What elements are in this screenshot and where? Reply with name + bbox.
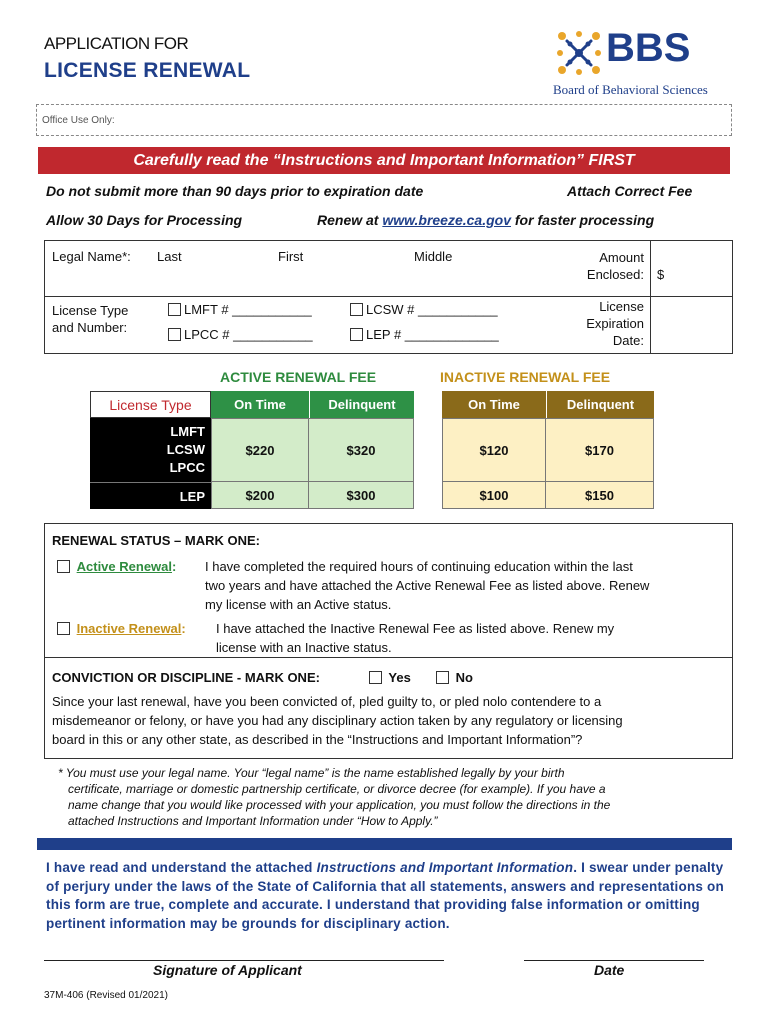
last-name-label: Last bbox=[157, 249, 182, 264]
instruction-attach-fee: Attach Correct Fee bbox=[567, 183, 693, 199]
first-name-label: First bbox=[278, 249, 304, 264]
inactive-renewal-option[interactable]: Inactive Renewal: bbox=[57, 619, 186, 638]
bbs-logo-subtitle: Board of Behavioral Sciences bbox=[553, 82, 708, 97]
legal-name-footnote bbox=[58, 765, 698, 829]
footnote-line: attached Instructions and Important Information under “How to Apply.” bbox=[68, 814, 438, 828]
bbs-logo-mark-icon bbox=[555, 29, 603, 77]
lpcc-option[interactable] bbox=[168, 327, 313, 342]
renew-prefix: Renew at bbox=[317, 212, 383, 228]
section-divider-bar bbox=[37, 838, 732, 850]
fee-type-lmft: LMFT bbox=[170, 424, 205, 439]
inactive-fee-title: INACTIVE RENEWAL FEE bbox=[440, 369, 611, 385]
form-title-line1: APPLICATION FOR bbox=[44, 34, 189, 53]
fee-type-lpcc: LPCC bbox=[169, 460, 205, 475]
fee-inactive-on-time: $120 bbox=[442, 418, 546, 482]
fee-active-on-time: $220 bbox=[211, 418, 309, 482]
declaration-part-3: . I swear under penalty of perjury under the laws of the State of California that all statements, answers and representations on this form are true, complete and accurate. I understand that providing false information or omitting pertinent information may be grounds for disciplinary action. bbox=[46, 860, 724, 931]
active-renewal-label: Active Renewal bbox=[76, 559, 172, 574]
legal-name-label: Legal Name*: bbox=[52, 249, 131, 264]
fee-type-lep: LEP bbox=[90, 482, 211, 509]
office-use-label: Office Use Only: bbox=[42, 115, 115, 126]
conviction-no-option[interactable] bbox=[436, 670, 473, 685]
conviction-title: CONVICTION OR DISCIPLINE - MARK ONE: bbox=[52, 670, 320, 685]
table-divider bbox=[650, 240, 651, 354]
fee-header-active-delinquent: Delinquent bbox=[309, 391, 414, 418]
fee-active-delinquent: $320 bbox=[309, 418, 414, 482]
active-renewal-option[interactable]: Active Renewal: bbox=[57, 557, 176, 576]
signature-field[interactable] bbox=[44, 944, 444, 960]
lmft-label: LMFT # ___________ bbox=[184, 302, 312, 317]
license-type-label-2: and Number: bbox=[52, 320, 128, 335]
lmft-checkbox[interactable] bbox=[168, 303, 181, 316]
inactive-renewal-text-2: license with an Inactive status. bbox=[216, 640, 392, 655]
lep-option[interactable] bbox=[350, 327, 499, 342]
footnote-line: name change that you would like processed with your application, you must follow the directions in the bbox=[68, 798, 611, 812]
instruction-processing-time: Allow 30 Days for Processing bbox=[46, 212, 243, 228]
amount-label-2: Enclosed: bbox=[586, 267, 644, 282]
form-title-line2: LICENSE RENEWAL bbox=[44, 59, 251, 82]
fee-header-inactive-on-time: On Time bbox=[442, 391, 546, 418]
lmft-option[interactable] bbox=[168, 302, 312, 317]
declaration-part-1: I have read and understand the attached bbox=[46, 860, 317, 875]
signature-label: Signature of Applicant bbox=[153, 962, 302, 978]
conviction-yes-label: Yes bbox=[388, 670, 411, 685]
fee-row-types bbox=[90, 418, 211, 482]
inactive-renewal-checkbox[interactable] bbox=[57, 622, 70, 635]
lpcc-checkbox[interactable] bbox=[168, 328, 181, 341]
amount-field[interactable]: $ bbox=[657, 267, 665, 282]
declaration-part-2: Instructions and Important Information bbox=[316, 860, 574, 875]
renewal-status-title: RENEWAL STATUS – MARK ONE: bbox=[52, 533, 261, 548]
date-field[interactable] bbox=[524, 944, 704, 960]
fee-header-license-type: License Type bbox=[90, 391, 211, 418]
expiration-label-3: Date: bbox=[612, 333, 644, 348]
legal-name-field[interactable] bbox=[150, 268, 640, 290]
fee-inactive-delinquent: $150 bbox=[546, 482, 654, 509]
active-renewal-text-2: two years and have attached the Active Renewal Fee as listed above. Renew bbox=[205, 578, 650, 593]
date-label: Date bbox=[594, 962, 625, 978]
fee-active-on-time: $200 bbox=[211, 482, 309, 509]
fee-inactive-delinquent: $170 bbox=[546, 418, 654, 482]
lcsw-option[interactable] bbox=[350, 302, 498, 317]
inactive-renewal-text-1: I have attached the Inactive Renewal Fee as listed above. Renew my bbox=[216, 621, 615, 636]
lcsw-checkbox[interactable] bbox=[350, 303, 363, 316]
renew-suffix: for faster processing bbox=[511, 212, 655, 228]
lep-label: LEP # _____________ bbox=[366, 327, 499, 342]
fee-type-lcsw: LCSW bbox=[166, 442, 205, 457]
expiration-date-field[interactable] bbox=[652, 298, 730, 352]
breeze-link[interactable]: www.breeze.ca.gov bbox=[382, 212, 511, 228]
signature-line bbox=[44, 960, 444, 961]
active-renewal-text-1: I have completed the required hours of continuing education within the last bbox=[205, 559, 633, 574]
expiration-label-2: Expiration bbox=[586, 316, 644, 331]
conviction-text-1: Since your last renewal, have you been convicted of, pled guilty to, or pled nolo contendere to a bbox=[52, 694, 602, 709]
expiration-label-1: License bbox=[599, 299, 644, 314]
conviction-text-2: misdemeanor or felony, or have you had any disciplinary action taken by any regulatory or licensing bbox=[52, 713, 623, 728]
perjury-declaration bbox=[46, 859, 736, 933]
lep-checkbox[interactable] bbox=[350, 328, 363, 341]
lpcc-label: LPCC # ___________ bbox=[184, 327, 313, 342]
conviction-yes-checkbox[interactable] bbox=[369, 671, 382, 684]
fee-header-inactive-delinquent: Delinquent bbox=[546, 391, 654, 418]
bbs-logo-text: BBS bbox=[606, 26, 691, 70]
form-id: 37M-406 (Revised 01/2021) bbox=[44, 990, 168, 1001]
instruction-submit-window: Do not submit more than 90 days prior to expiration date bbox=[46, 183, 424, 199]
office-use-box bbox=[36, 104, 732, 136]
active-fee-title: ACTIVE RENEWAL FEE bbox=[220, 369, 377, 385]
conviction-no-checkbox[interactable] bbox=[436, 671, 449, 684]
instruction-renew-online bbox=[317, 212, 654, 228]
lcsw-label: LCSW # ___________ bbox=[366, 302, 498, 317]
instructions-banner: Carefully read the “Instructions and Important Information” FIRST bbox=[38, 147, 730, 174]
conviction-text-3: board in this or any other state, as described in the “Instructions and Important Information”? bbox=[52, 732, 583, 747]
active-renewal-checkbox[interactable] bbox=[57, 560, 70, 573]
fee-header-active-on-time: On Time bbox=[211, 391, 309, 418]
conviction-yes-option[interactable] bbox=[369, 670, 411, 685]
amount-label-1: Amount bbox=[599, 250, 644, 265]
fee-inactive-on-time: $100 bbox=[442, 482, 546, 509]
conviction-no-label: No bbox=[455, 670, 473, 685]
inactive-renewal-label: Inactive Renewal bbox=[76, 621, 182, 636]
footnote-line: * You must use your legal name. Your “legal name” is the name established legally by your birth bbox=[58, 766, 565, 780]
license-type-label-1: License Type bbox=[52, 303, 129, 318]
table-divider bbox=[44, 296, 733, 297]
date-line bbox=[524, 960, 704, 961]
fee-active-delinquent: $300 bbox=[309, 482, 414, 509]
active-renewal-text-3: my license with an Active status. bbox=[205, 597, 392, 612]
middle-name-label: Middle bbox=[414, 249, 453, 264]
footnote-line: certificate, marriage or domestic partnership certificate, or divorce decree (for example). If you have a bbox=[68, 782, 606, 796]
